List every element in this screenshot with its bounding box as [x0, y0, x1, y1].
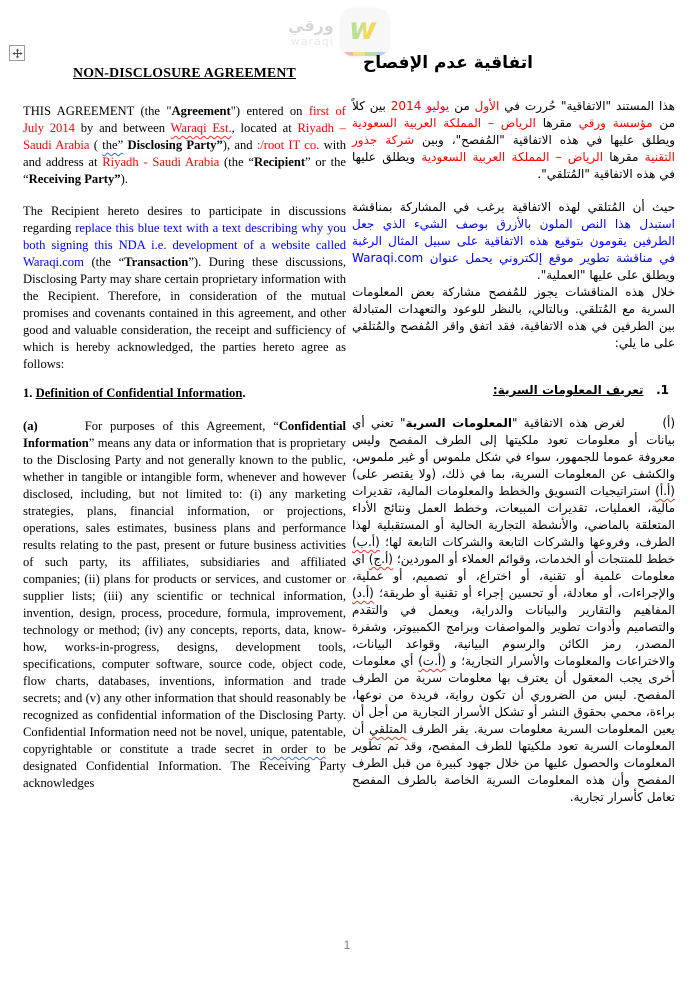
logo-w-glyph: w — [348, 12, 377, 47]
arabic-heading-gap — [644, 383, 657, 397]
arabic-paragraph-consideration: خلال هذه المناقشات يجوز للمُفصح مشاركة بعض المعلومات السرية مع المُتلقي. وبالتالي، بالنظر للوعود والتعهدات المتبادلة بين الطرفين في هذه الاتفاقية، فقد اتفق واقر المُفصح والمُتلقي على ما يلي: — [352, 285, 675, 350]
logo-arabic-wordmark: ورقي — [288, 15, 334, 35]
english-paragraph-a: (a) For purposes of this Agreement, “Confidential Information” means any data or information that is proprietary to the Disclosing Party and not generally known to the public, whether in tangible or intangible form, whenever and however disclosed, including, but not limited to: (i) any marketing strategies, plans, financial information, or projections, operations, sales estimates, business plans and performance results relating to the past, present or future business activities of such party, its affiliates, subsidiaries and affiliated companies; (ii) plans for products or services, and customer or supplier lists; (iii) any scientific or technical information, invention, design, process, procedure, formula, improvement, technology or method; (iv) any concepts, reports, data, know-how, works-in-progress, designs, development tools, specifications, computer software, source code, object code, flow charts, databases, inventions, information and trade secrets; and (v) any other information that should reasonably be recognized as confidential information of the Disclosing Party. Confidential Information need not be novel, unique, patentable, copyrightable or constitute a trade secret in order to be designated Confidential Information. The Receiving Party acknowledges — [23, 419, 346, 790]
page-number: 1 — [343, 938, 351, 952]
waraqi-logo — [288, 8, 389, 56]
arabic-title: اتفاقية عدم الإفصاح — [363, 53, 533, 73]
english-heading-text: Definition of Confidential Information — [35, 386, 243, 400]
logo-latin-wordmark: waraqi — [290, 34, 334, 48]
arabic-heading-text: تعريف المعلومات السرية: — [492, 383, 644, 397]
english-heading-number: 1. — [23, 386, 36, 400]
english-heading-definition — [23, 385, 346, 402]
arabic-paragraph-parties: هذا المستند "الاتفاقية" حُررت في الأول من يوليو 2014 بين كلاً من مؤسسة ورقي مقرها الرياض – المملكة العربية السعودية ويطلق عليها في هذه الاتفاقية "المُفصح"، وبين شركة جذور التقنية مقرها الرياض – المملكة العربية السعودية ويطلق عليها في هذه الاتفاقية "المُتلقي". — [352, 99, 675, 181]
arabic-heading-definition — [352, 382, 675, 399]
english-heading-period: . — [242, 386, 246, 400]
logo-wordmark — [288, 15, 334, 48]
move-handle-icon[interactable] — [9, 45, 25, 61]
arabic-paragraph-alef: (أ) لغرض هذه الاتفاقية "المعلومات السرية" تعني أي بيانات أو معلومات تعود ملكيتها إلى الطرف المفصح وليس معروفة عموما للجمهور، سواء في شكل ملموس أو غير ملموس، والكشف عن المعلومات السرية، بما في ذلك، (ولا يقتصر على) (أ.أ) استراتيجيات التسويق والخطط والمعلومات المالية، تقديرات مالية، العمليات، تقديرات المبيعات، وخطط العمل ونتائج الأداء المتعلقة بالماضي، والأنشطة التجارية الحالية أو المستقبلية لهذا الطرف، وفروعها والشركات التابعة والشركات التابعة لها؛ (أ.ب) خطط للمنتجات أو الخدمات، وقوائم العملاء أو الموردين؛ (أ.ج) اي معلومات علمية أو تقنية، أو اختراع، أو تصميم، أو عملية، والإجراءات، أو معادلة، أو تحسين إجراء أو تقنية أو طريقة؛ (أ.د) المفاهيم والتقارير والبيانات والدراية، ويعمل في والتقدم والتصاميم وأدوات تطوير والمواصفات وبرامج الكمبيوتر، وشفرة المصدر، رمز الكائن والرسوم البيانية، وقواعد البيانات، والاختراعات والمعلومات والأسرار التجارية؛ و (أ.ت) أي معلومات أخرى يجب المعقول أن يعترف بها معلومات سرية من الطرف المفصح. ليس من الضروري أن تكون رواية، فريدة من نوعها، براءة، محمي بحقوق النشر أو تشكل الأسرار التجارية من أجل أن يعين المعلومات السرية معلومات سرية. يقر الطرف المتلقي أن المعلومات السرية تعود ملكيتها للطرف المفصح، وقد تم تطوير المعلومات والحصول عليها من خلال جهود كبيرة من قبل الطرف المفصح وأن هذه المعلومات السرية الخاصة بالطرف المفصح تعامل كأسرار تجارية. — [352, 416, 676, 804]
four-direction-arrow-icon — [12, 48, 23, 59]
english-paragraph-recitals: The Recipient hereto desires to participate in discussions regarding replace this blue text with a text describing why you both signing this NDA i.e. development of a website called Waraqi.com (the “Transaction”). During these discussions, Disclosing Party may share certain proprietary information with the Recipient. Therefore, in consideration of the mutual promises and covenants contained in this agreement, and other good and valuable consideration, the receipt and sufficiency of which is hereby acknowledged, the parties hereto agree as follows: — [23, 204, 346, 371]
arabic-heading-number: 1. — [656, 383, 669, 397]
english-paragraph-parties: THIS AGREEMENT (the "Agreement") entered on first of July 2014 by and between Waraqi Est., located at Riyadh – Saudi Arabia ( the” Disclosing Party”), and :/root IT co. with and address at Riyadh - Saudi Arabia (the “Recipient” or the “Receiving Party”). — [23, 104, 346, 186]
waraqi-logo-mark-icon — [341, 8, 389, 56]
english-title: NON-DISCLOSURE AGREEMENT — [73, 65, 296, 80]
english-column — [23, 64, 346, 807]
arabic-paragraph-recitals: حيث أن المُتلقي لهذه الاتفاقية يرغب في المشاركة بمناقشة استبدل هذا النص الملون بالأزرق بوصف الشيء الذي جعل الطرفين يقومون بتوقيع هذه الاتفاقية على سبيل المثال الرغبة في مناقشة تطوير موقع إلكتروني يحمل عنوان Waraqi.com ويطلق على عليها "العملية". — [352, 200, 675, 282]
arabic-column — [352, 50, 675, 821]
